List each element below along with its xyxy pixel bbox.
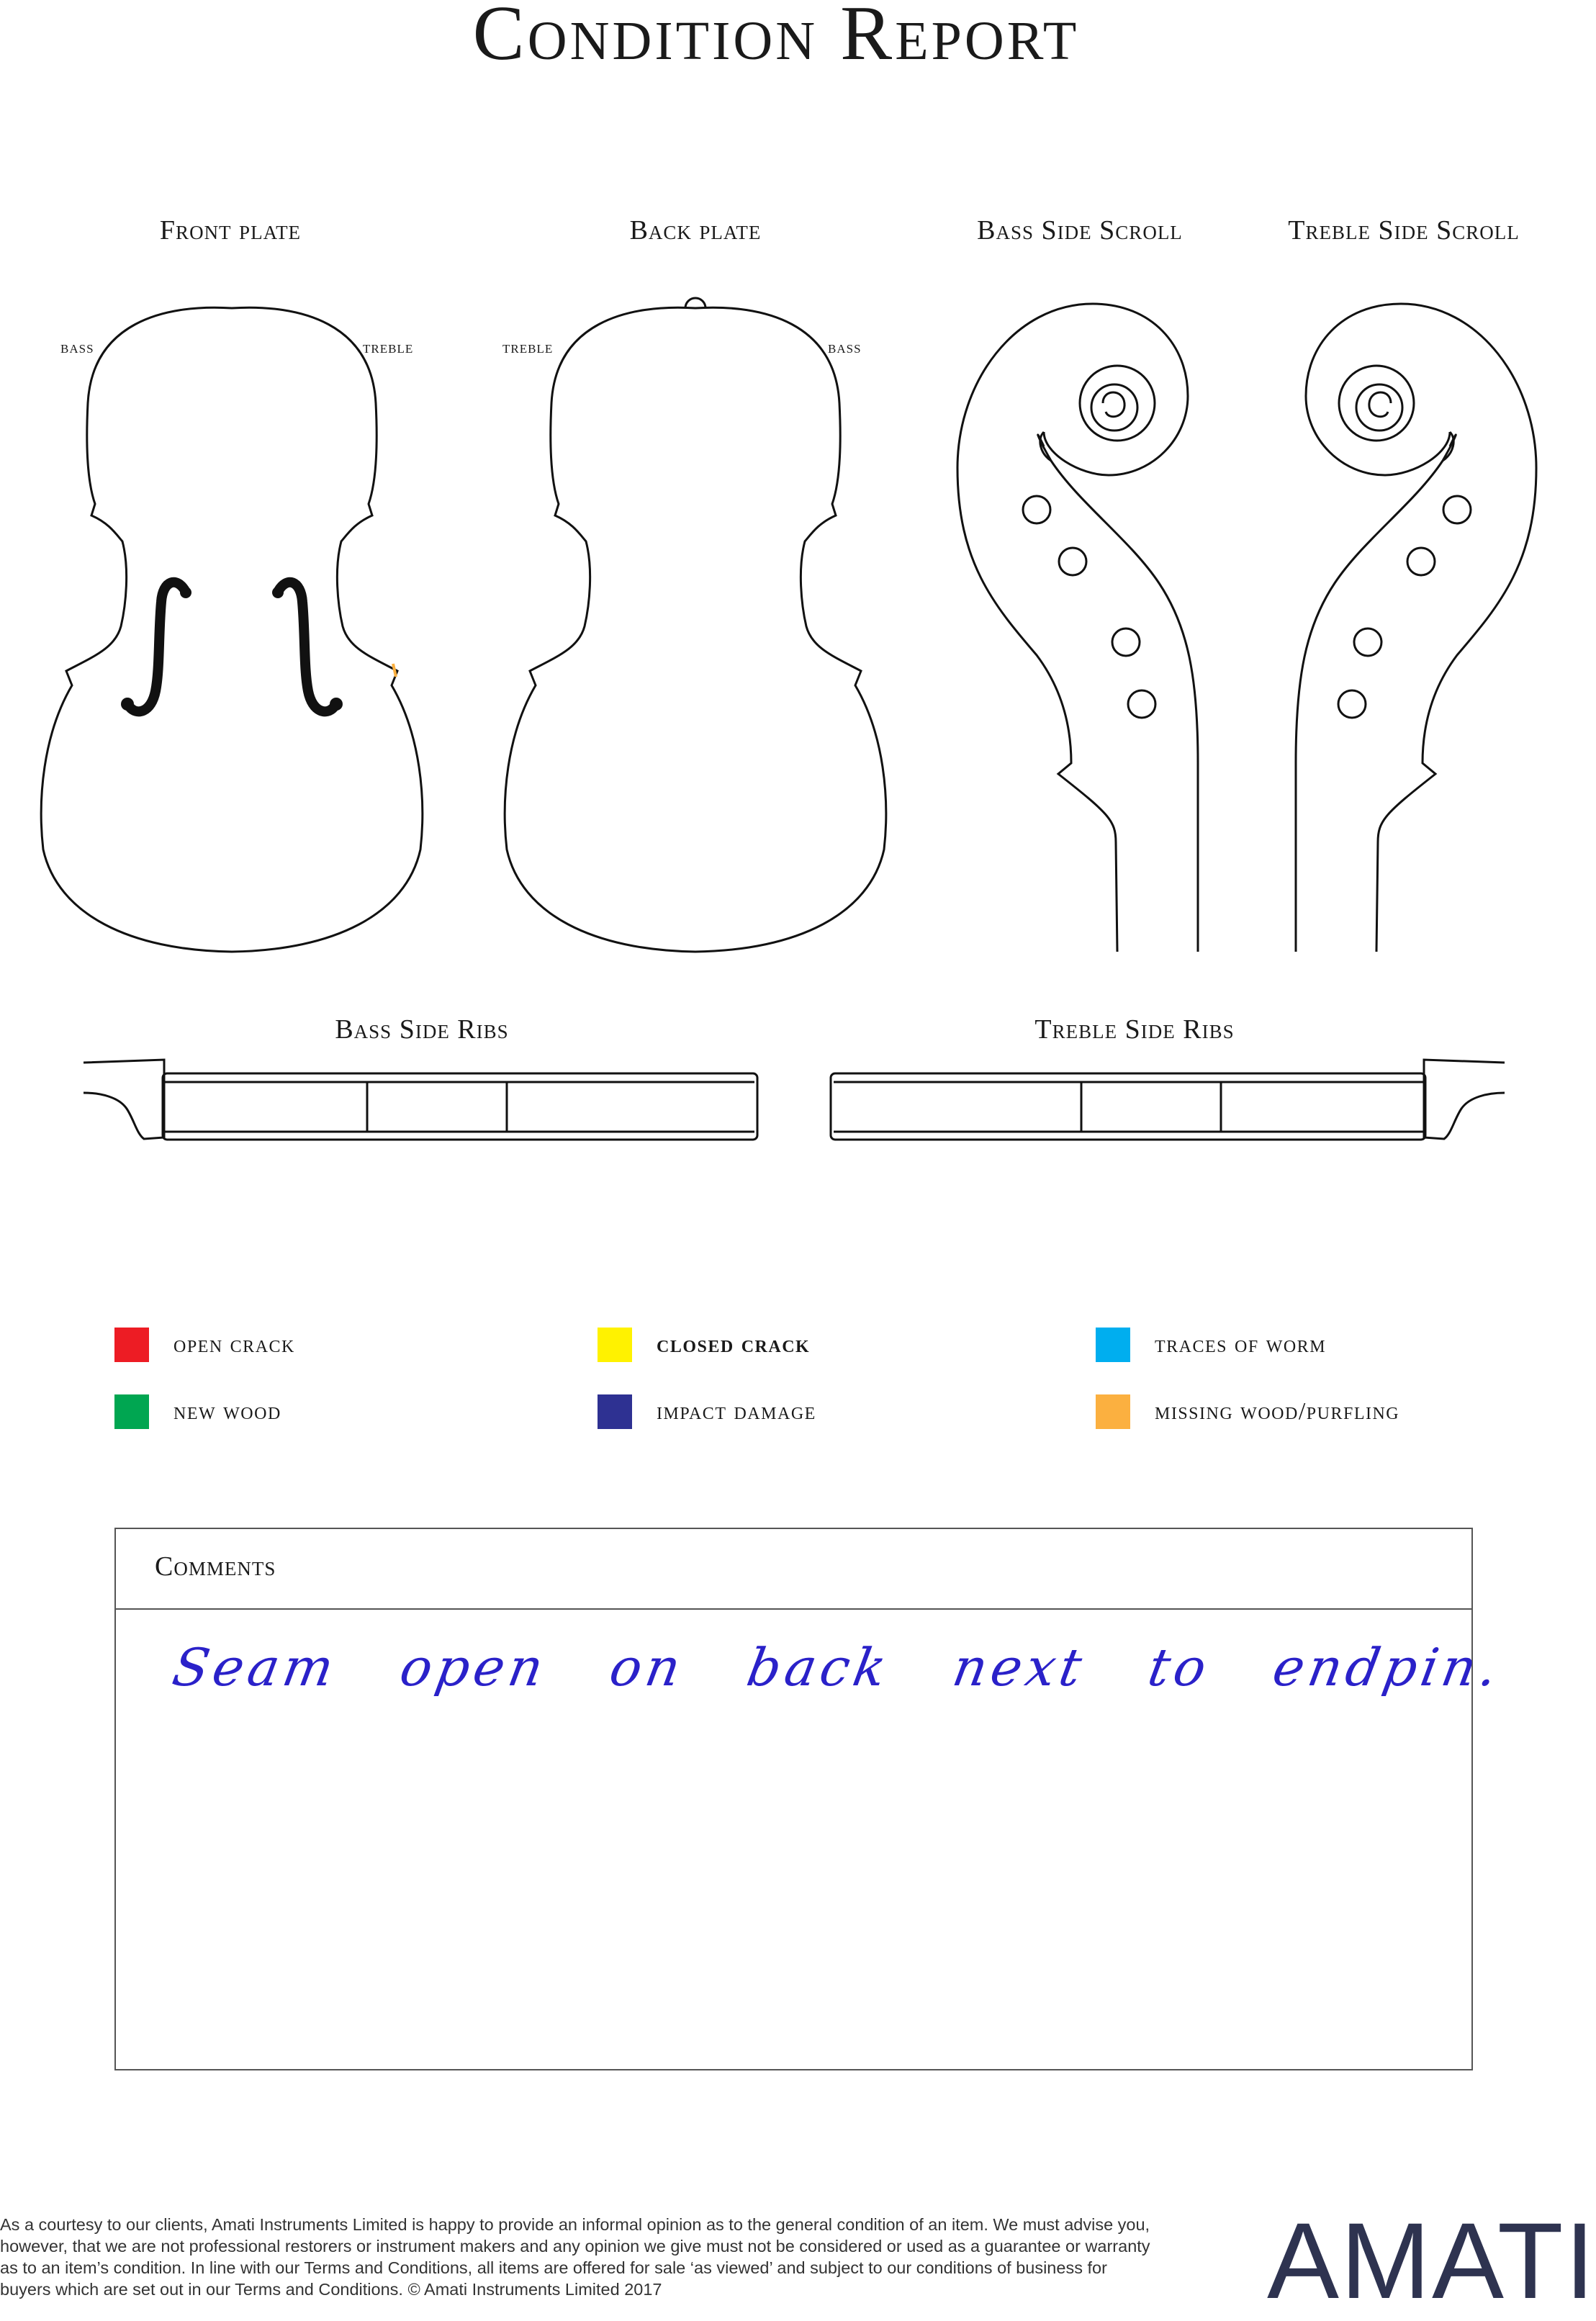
legend-label: traces of worm [1155, 1331, 1327, 1358]
left-f-hole-eye-bottom [121, 698, 134, 711]
left-f-hole-eye-top [180, 587, 191, 598]
front-plate-outline [41, 307, 423, 952]
left-f-hole [130, 582, 186, 712]
treble-side-ribs-drawing [831, 1060, 1505, 1140]
bass-side-ribs-title: Bass Side Ribs [335, 1014, 509, 1045]
back-plate-treble-label: treble [502, 338, 554, 357]
disclaimer-text: As a courtesy to our clients, Amati Instruments Limited is happy to provide an informal opinion as to the general condition of an item. We must advise you, however, that we are not professional restorers or instrument makers and any opinion we give must not be considered or used as a guarantee or warranty as to an item’s condition. In line with our Terms and Conditions, all items are offered for sale ‘as viewed’ and subject to our conditions of business for buyers which are set out in our Terms and Conditions. © Amati Instruments Limited 2017 [0, 2215, 1150, 2299]
missing-wood-swatch [1096, 1394, 1130, 1429]
closed-crack-swatch [598, 1328, 632, 1362]
legend-label: missing wood/purfling [1155, 1398, 1400, 1425]
legend-item-missing-wood [1096, 1393, 1399, 1430]
back-plate-bass-label: bass [828, 338, 862, 357]
comments-header [116, 1529, 1471, 1610]
legend-label: closed crack [657, 1331, 811, 1358]
comments-box[interactable] [114, 1528, 1507, 2070]
legend-item-new-wood [114, 1393, 281, 1430]
bass-side-scroll-title: Bass Side Scroll [977, 215, 1183, 245]
amati-logo: AMATI [1267, 2200, 1596, 2321]
impact-damage-swatch [598, 1394, 632, 1429]
treble-side-scroll-title: Treble Side Scroll [1288, 215, 1520, 245]
legend-item-open-crack [114, 1326, 295, 1364]
front-plate-treble-label: treble [363, 338, 414, 357]
page-title: Condition Report [472, 0, 1080, 76]
legend-item-impact-damage [598, 1393, 816, 1430]
front-plate-title: Front plate [159, 215, 302, 245]
legend-item-traces-of-worm [1096, 1326, 1326, 1364]
handwritten-comment: Seam open on back next to endpin. [168, 1637, 1507, 1698]
comments-label: Comments [155, 1551, 276, 1582]
damage-mark [393, 664, 396, 677]
traces-of-worm-swatch [1096, 1328, 1130, 1362]
legend-label: open crack [173, 1331, 295, 1358]
new-wood-swatch [114, 1394, 149, 1429]
front-plate-bass-label: bass [60, 338, 94, 357]
open-crack-swatch [114, 1328, 149, 1362]
back-plate-button [685, 298, 705, 308]
bass-side-ribs-drawing [84, 1060, 757, 1140]
treble-side-scroll-drawing [1296, 304, 1536, 952]
back-plate-title: Back plate [629, 215, 762, 245]
bass-side-scroll-drawing [957, 304, 1198, 952]
right-f-hole [278, 582, 334, 712]
treble-side-ribs-title: Treble Side Ribs [1034, 1014, 1235, 1045]
right-f-hole-eye-top [272, 587, 284, 598]
legend-label: new wood [173, 1398, 281, 1425]
back-plate-outline [505, 307, 886, 952]
legend-label: impact damage [657, 1398, 816, 1425]
legend-item-closed-crack [598, 1326, 810, 1364]
right-f-hole-eye-bottom [330, 698, 343, 711]
